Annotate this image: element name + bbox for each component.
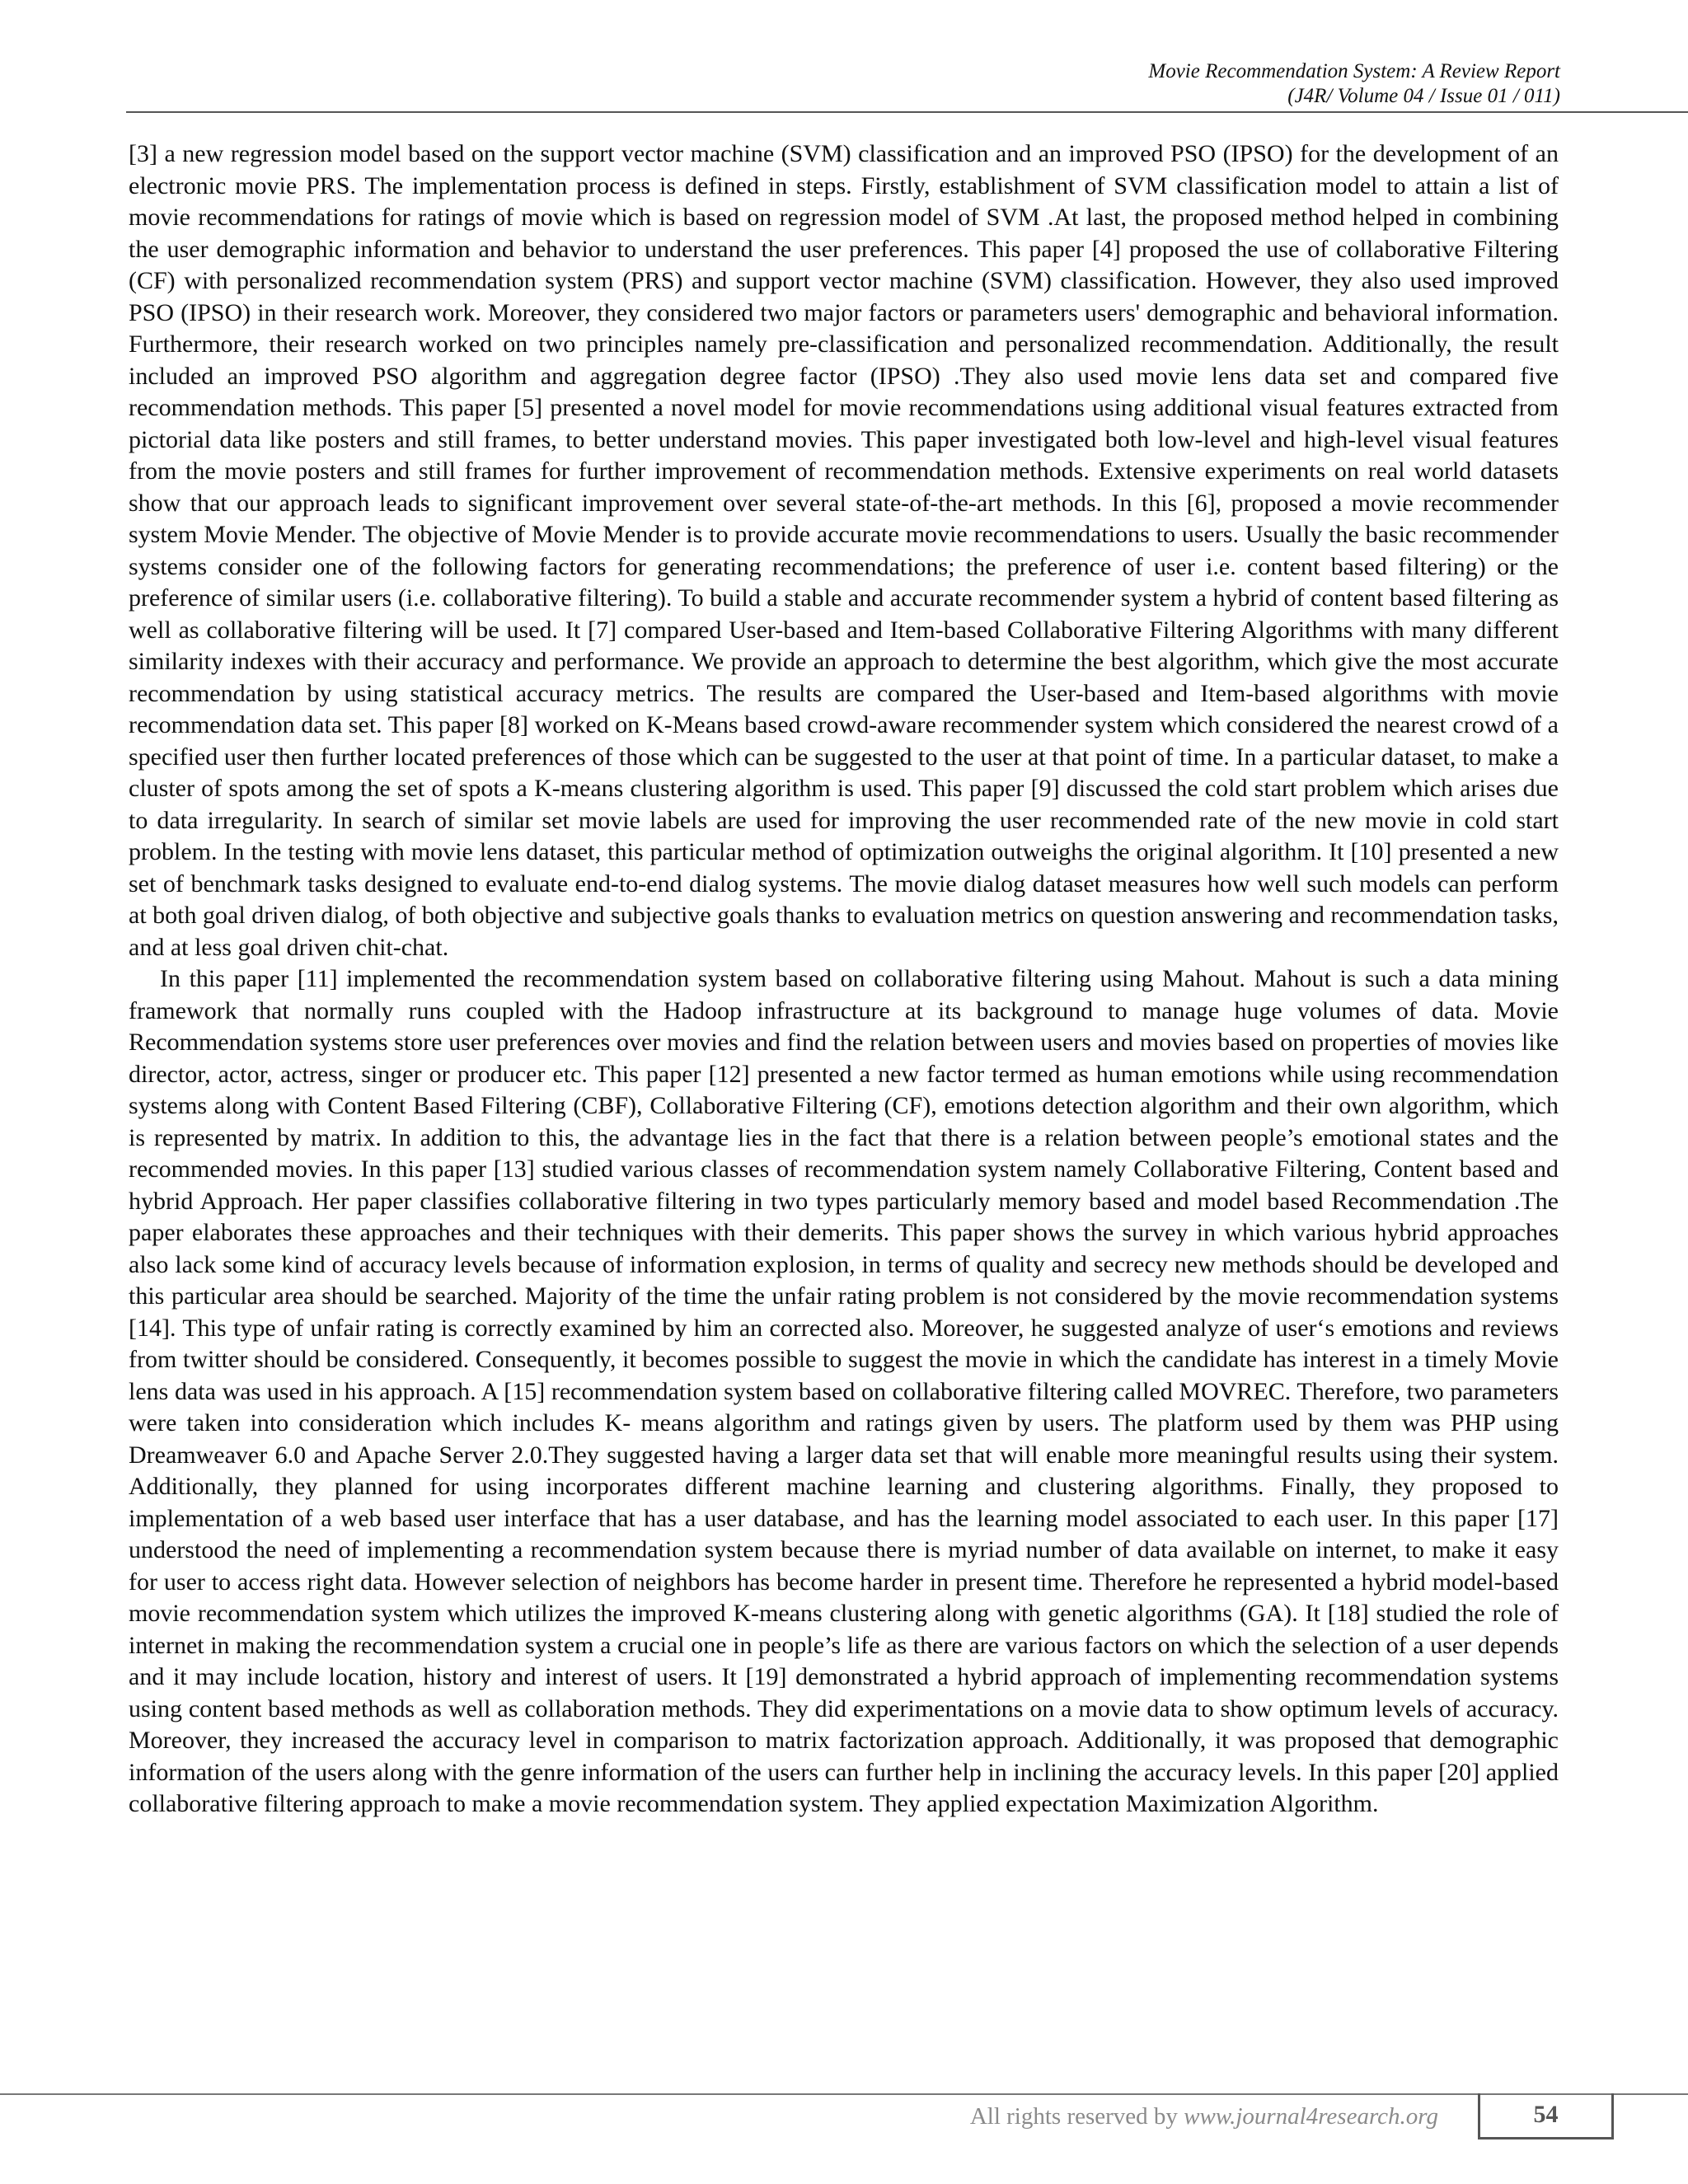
page-number: 54 xyxy=(1478,2093,1614,2139)
article-body xyxy=(129,138,1559,1821)
running-header xyxy=(126,59,1560,109)
footer-divider xyxy=(0,2093,1688,2095)
footer-rights xyxy=(824,2103,1438,2130)
journal-url-link[interactable]: www.journal4research.org xyxy=(1184,2103,1438,2130)
header-issue: (J4R/ Volume 04 / Issue 01 / 011) xyxy=(1287,85,1560,107)
body-paragraph-2: In this paper [11] implemented the recommendation system based on collaborative filtering using Mahout. Mahout is such a data mining framework that normally runs coupled with the Hadoop infrastructure at its background to manage huge volumes of data. Movie Recommendation systems store user preferences over movies and find the relation between users and movies based on properties of movies like director, actor, actress, singer or producer etc. This paper [12] presented a new factor termed as human emotions while using recommendation systems along with Content Based Filtering (CBF), Collaborative Filtering (CF), emotions detection algorithm and their own algorithm, which is represented by matrix. In addition to this, the advantage lies in the fact that there is a relation between people’s emotional states and the recommended movies. In this paper [13] studied various classes of recommendation system namely Collaborative Filtering, Content based and hybrid Approach. Her paper classifies collaborative filtering in two types particularly memory based and model based Recommendation .The paper elaborates these approaches and their techniques with their demerits. This paper shows the survey in which various hybrid approaches also lack some kind of accuracy levels because of information explosion, in terms of quality and secrecy new methods should be developed and this particular area should be searched. Majority of the time the unfair rating problem is not considered by the movie recommendation systems [14]. This type of unfair rating is correctly examined by him an corrected also. Moreover, he suggested analyze of user‘s emotions and reviews from twitter should be considered. Consequently, it becomes possible to suggest the movie in which the candidate has interest in a timely Movie lens data was used in his approach. A [15] recommendation system based on collaborative filtering called MOVREC. Therefore, two parameters were taken into consideration which includes K- means algorithm and ratings given by users. The platform used by them was PHP using Dreamweaver 6.0 and Apache Server 2.0.They suggested having a larger data set that will enable more meaningful results using their system. Additionally, they planned for using incorporates different machine learning and clustering algorithms. Finally, they proposed to implementation of a web based user interface that has a user database, and has the learning model associated to each user. In this paper [17] understood the need of implementing a recommendation system because there is myriad number of data available on internet, to make it easy for user to access right data. However selection of neighbors has become harder in present time. Therefore he represented a hybrid model-based movie recommendation system which utilizes the improved K-means clustering along with genetic algorithms (GA). It [18] studied the role of internet in making the recommendation system a crucial one in people’s life as there are various factors on which the selection of a user depends and it may include location, history and interest of users. It [19] demonstrated a hybrid approach of implementing recommendation systems using content based methods as well as collaboration methods. They did experimentations on a movie data to show optimum levels of accuracy. Moreover, they increased the accuracy level in comparison to matrix factorization approach. Additionally, it was proposed that demographic information of the users along with the genre information of the users can further help in inclining the accuracy levels. In this paper [20] applied collaborative filtering approach to make a movie recommendation system. They applied expectation Maximization Algorithm. xyxy=(129,965,1559,1817)
rights-label: All rights reserved by xyxy=(969,2103,1178,2130)
header-divider xyxy=(126,111,1688,113)
header-title: Movie Recommendation System: A Review Report xyxy=(1148,60,1560,82)
body-paragraph-1: [3] a new regression model based on the support vector machine (SVM) classification and an improved PSO (IPSO) for the development of an electronic movie PRS. The implementation process is defined in steps. Firstly, establishment of SVM classification model to attain a list of movie recommendations for ratings of movie which is based on regression model of SVM .At last, the proposed method helped in combining the user demographic information and behavior to understand the user preferences. This paper [4] proposed the use of collaborative Filtering (CF) with personalized recommendation system (PRS) and support vector machine (SVM) classification. However, they also used improved PSO (IPSO) in their research work. Moreover, they considered two major factors or parameters users' demographic and behavioral information. Furthermore, their research worked on two principles namely pre-classification and personalized recommendation. Additionally, the result included an improved PSO algorithm and aggregation degree factor (IPSO) .They also used movie lens data set and compared five recommendation methods. This paper [5] presented a novel model for movie recommendations using additional visual features extracted from pictorial data like posters and still frames, to better understand movies. This paper investigated both low-level and high-level visual features from the movie posters and still frames for further improvement of recommendation methods. Extensive experiments on real world datasets show that our approach leads to significant improvement over several state-of-the-art methods. In this [6], proposed a movie recommender system Movie Mender. The objective of Movie Mender is to provide accurate movie recommendations to users. Usually the basic recommender systems consider one of the following factors for generating recommendations; the preference of user i.e. content based filtering) or the preference of similar users (i.e. collaborative filtering). To build a stable and accurate recommender system a hybrid of content based filtering as well as collaborative filtering will be used. It [7] compared User-based and Item-based Collaborative Filtering Algorithms with many different similarity indexes with their accuracy and performance. We provide an approach to determine the best algorithm, which give the most accurate recommendation by using statistical accuracy metrics. The results are compared the User-based and Item-based algorithms with movie recommendation data set. This paper [8] worked on K-Means based crowd-aware recommender system which considered the nearest crowd of a specified user then further located preferences of those which can be suggested to the user at that point of time. In a particular dataset, to make a cluster of spots among the set of spots a K-means clustering algorithm is used. This paper [9] discussed the cold start problem which arises due to data irregularity. In search of similar set movie labels are used for improving the user recommended rate of the new movie in cold start problem. In the testing with movie lens dataset, this particular method of optimization outweighs the original algorithm. It [10] presented a new set of benchmark tasks designed to evaluate end-to-end dialog systems. The movie dialog dataset measures how well such models can perform at both goal driven dialog, of both objective and subjective goals thanks to evaluation metrics on question answering and recommendation tasks, and at less goal driven chit-chat. xyxy=(129,140,1559,961)
